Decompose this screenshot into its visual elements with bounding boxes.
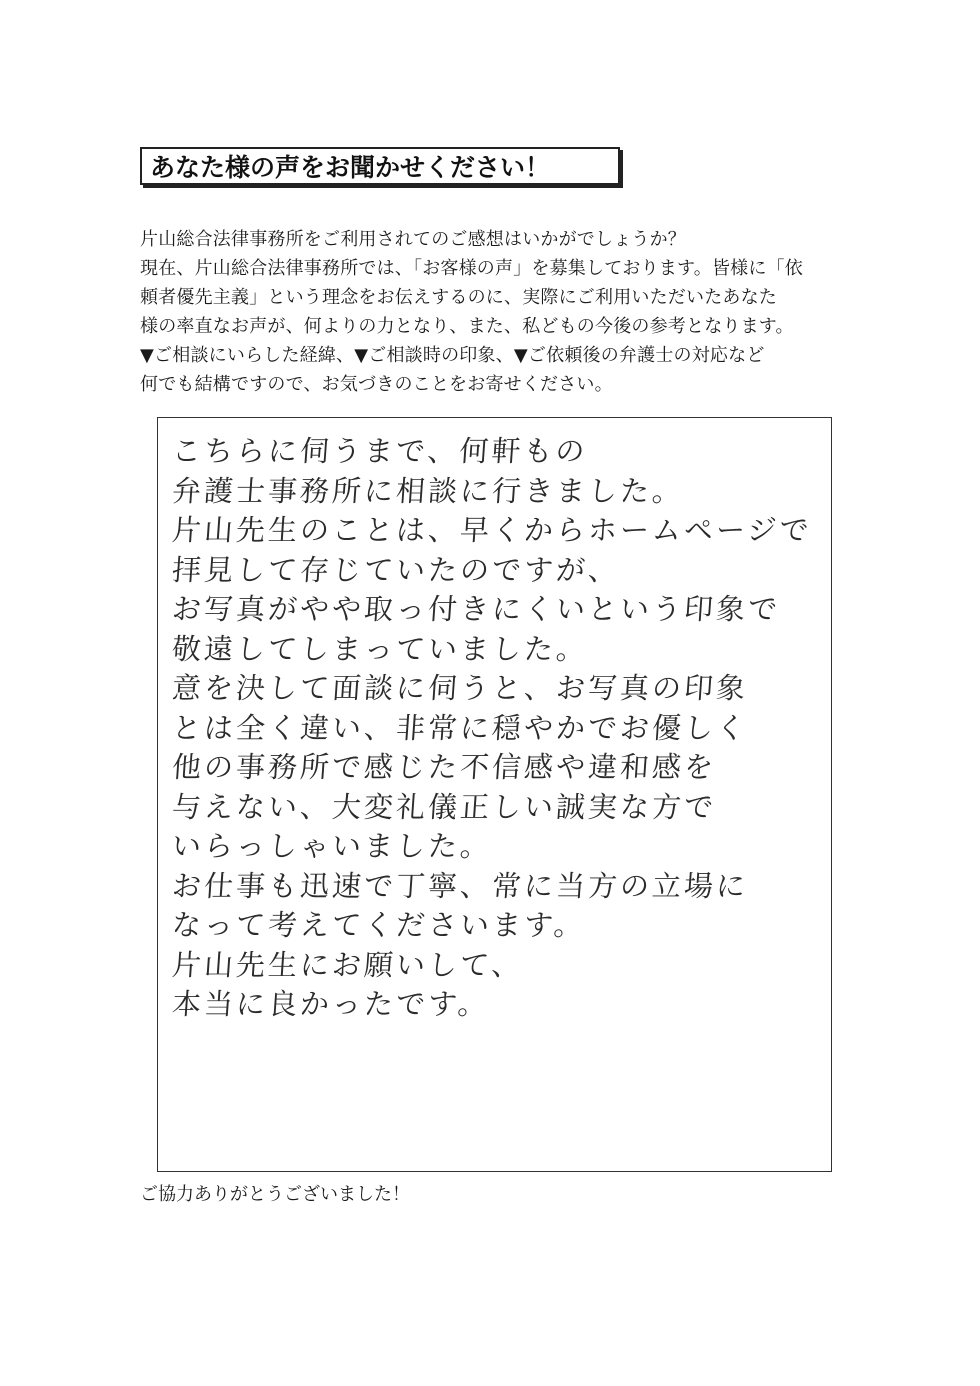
handwritten-line: 片山先生にお願いして、 xyxy=(170,947,525,982)
handwritten-line: 意を決して面談に伺うと、お写真の印象 xyxy=(170,671,750,705)
handwritten-line: お仕事も迅速で丁寧、常に当方の立場に xyxy=(170,868,750,903)
intro-line: 頼者優先主義」という理念をお伝えするのに、実際にご利用いただいたあなた xyxy=(140,287,777,308)
handwritten-line: 弁護士事務所に相談に行きました。 xyxy=(170,473,686,508)
handwritten-line: お写真がやや取っ付きにくいという印象で xyxy=(170,592,782,626)
intro-line: 現在、片山総合法律事務所では、「お客様の声」を募集しております。皆様に「依 xyxy=(140,258,803,279)
page-title: あなた様の声をお聞かせください！ xyxy=(150,153,551,182)
handwritten-line: なって考えてくださいます。 xyxy=(170,908,587,942)
handwritten-answer xyxy=(172,432,832,1025)
handwritten-line: 与えない、大変礼儀正しい誠実な方で xyxy=(170,789,718,824)
handwritten-line: とは全く違い、非常に穏やかでお優しく xyxy=(170,710,750,745)
handwritten-line: 拝見して存じていたのですが、 xyxy=(170,552,622,587)
handwritten-answer-box xyxy=(157,417,832,1172)
intro-line: ▼ご相談にいらした経緯、▼ご相談時の印象、▼ご依頼後の弁護士の対応など xyxy=(140,345,765,366)
handwritten-line: 他の事務所で感じた不信感や違和感を xyxy=(170,750,718,784)
intro-line: 片山総合法律事務所をご利用されてのご感想はいかがでしょうか？ xyxy=(140,229,686,250)
title-box xyxy=(140,147,620,185)
intro-paragraph xyxy=(140,225,860,399)
thanks-message: ご協力ありがとうございました！ xyxy=(140,1184,410,1205)
handwritten-line: 本当に良かったです。 xyxy=(170,987,491,1021)
handwritten-line: 片山先生のことは、早くからホームページで xyxy=(170,513,813,547)
intro-line: 何でも結構ですので、お気づきのことをお寄せください。 xyxy=(140,374,613,395)
handwritten-line: 敬遠してしまっていました。 xyxy=(170,631,590,666)
handwritten-line: いらっしゃいました。 xyxy=(170,829,494,863)
intro-line: 様の率直なお声が、何よりの力となり、また、私どもの今後の参考となります。 xyxy=(140,316,794,337)
handwritten-line: こちらに伺うまで、何軒もの xyxy=(170,434,589,468)
